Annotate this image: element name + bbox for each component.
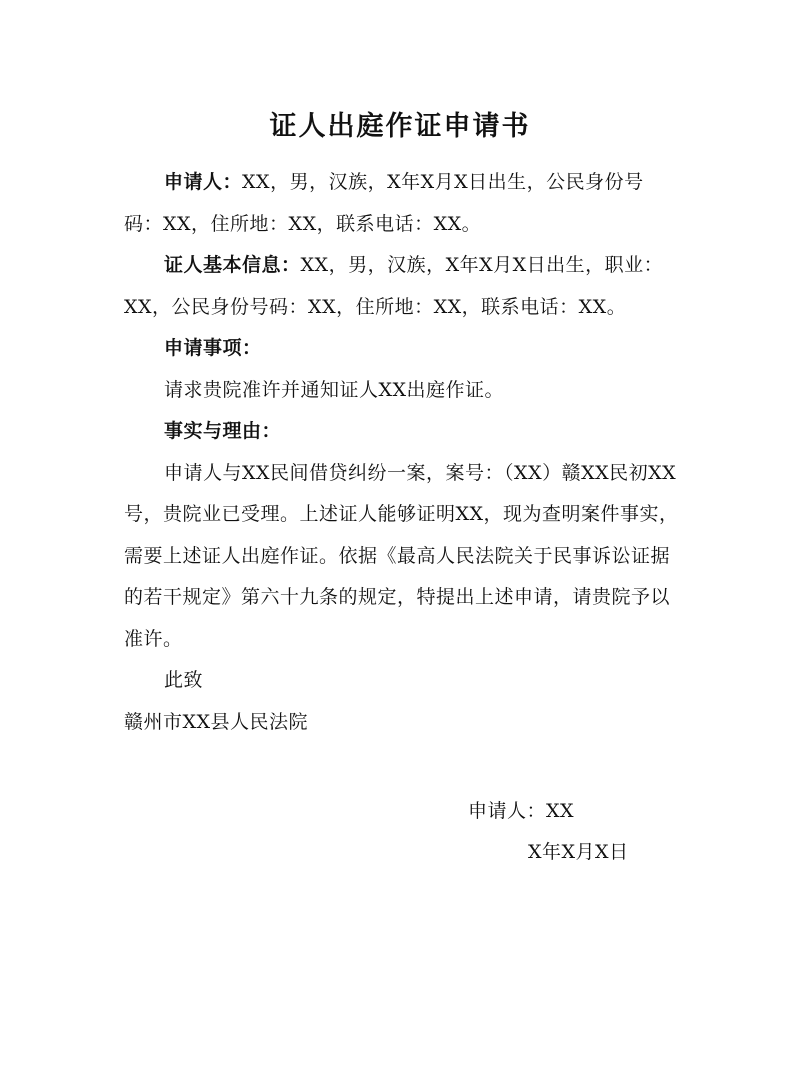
applicant-text: XX，男，汉族，X年X月X日出生，公民身份号码：XX，住所地：XX，联系电话：XX。 xyxy=(124,171,644,235)
reasons-text: 申请人与XX民间借贷纠纷一案，案号：（XX）赣XX民初XX号，贵院业已受理。上述证人能够证明XX，现为查明案件事实，需要上述证人出庭作证。依据《最高人民法院关于民事诉讼证据的若干规定》第六十九条的规定，特提出上述申请，请贵院予以准许。 xyxy=(124,461,679,650)
applicant-signature: 申请人：XX xyxy=(468,800,575,822)
witness-paragraph xyxy=(124,245,680,328)
witness-text: XX，男，汉族，X年X月X日出生，职业：XX，公民身份号码：XX，住所地：XX，联系电话：XX。 xyxy=(124,254,664,318)
court-name: 赣州市XX县人民法院 xyxy=(124,710,309,733)
witness-label: 证人基本信息： xyxy=(164,254,301,276)
applicant-label: 申请人： xyxy=(164,171,243,193)
document-title: 证人出庭作证申请书 xyxy=(269,111,531,142)
matters-text: 请求贵院准许并通知证人XX出庭作证。 xyxy=(164,378,505,401)
applicant-paragraph xyxy=(124,162,680,245)
signature-date: X年X月X日 xyxy=(528,841,629,863)
document-body xyxy=(124,162,680,743)
closing-salutation: 此致 xyxy=(164,669,204,691)
matters-heading: 申请事项： xyxy=(164,337,262,359)
reasons-heading: 事实与理由： xyxy=(164,420,282,442)
